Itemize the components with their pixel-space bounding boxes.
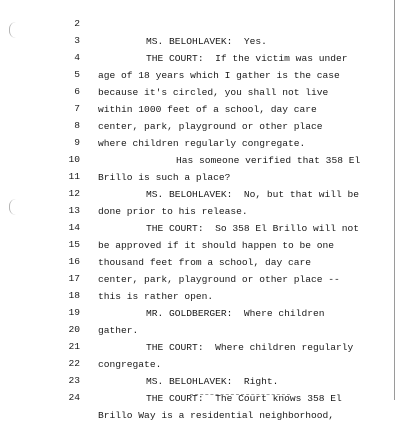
line-text: MR. GOLDBERGER: Where children [146,308,325,319]
line-number: 12 [68,188,80,199]
line-text: done prior to his release. [98,206,248,217]
line-text: this is rather open. [98,291,214,302]
line-number: 15 [68,239,80,250]
line-text: be approved if it should happen to be one [98,240,335,251]
line-text: Brillo Way is a residential neighborhood, [98,410,335,421]
line-number: 16 [68,256,80,267]
line-number: 11 [68,171,80,182]
line-number: 20 [68,324,80,335]
line-text: MS. BELOHLAVEK: Right. [146,376,279,387]
line-number: 7 [74,103,80,114]
line-number: 2 [74,18,80,29]
line-number: 4 [74,52,80,63]
line-number: 3 [74,35,80,46]
cut-off-next-line [190,394,290,396]
line-number: 23 [68,375,80,386]
line-number: 14 [68,222,80,233]
line-text: because it's circled, you shall not live [98,87,329,98]
line-number: 17 [68,273,80,284]
transcript-line [0,0,400,47]
line-text: thousand feet from a school, day care [98,257,312,268]
line-number: 21 [68,341,80,352]
line-text: THE COURT: So 358 El Brillo will not [146,223,360,234]
line-text: Brillo is such a place? [98,172,231,183]
line-text: within 1000 feet of a school, day care [98,104,317,115]
line-text: THE COURT: The Court knows 358 El [146,393,342,404]
line-number: 5 [74,69,80,80]
line-number: 6 [74,86,80,97]
line-text: THE COURT: If the victim was under [146,53,348,64]
line-text: gather. [98,325,139,336]
line-text: center, park, playground or other place -- [98,274,340,285]
line-text: where children regularly congregate. [98,138,306,149]
line-text: center, park, playground or other place [98,121,323,132]
line-number: 18 [68,290,80,301]
line-text: THE COURT: Where children regularly [146,342,354,353]
line-number: 22 [68,358,80,369]
line-number: 19 [68,307,80,318]
line-number: 8 [74,120,80,131]
line-number: 9 [74,137,80,148]
line-number: 24 [68,392,80,403]
line-number: 10 [68,154,80,165]
line-text: MS. BELOHLAVEK: No, but that will be [146,189,360,200]
line-text: age of 18 years which I gather is the case [98,70,340,81]
line-text: Has someone verified that 358 El [176,155,361,166]
line-number: 13 [68,205,80,216]
line-text: congregate. [98,359,162,370]
line-text: MS. BELOHLAVEK: Yes. [146,36,267,47]
